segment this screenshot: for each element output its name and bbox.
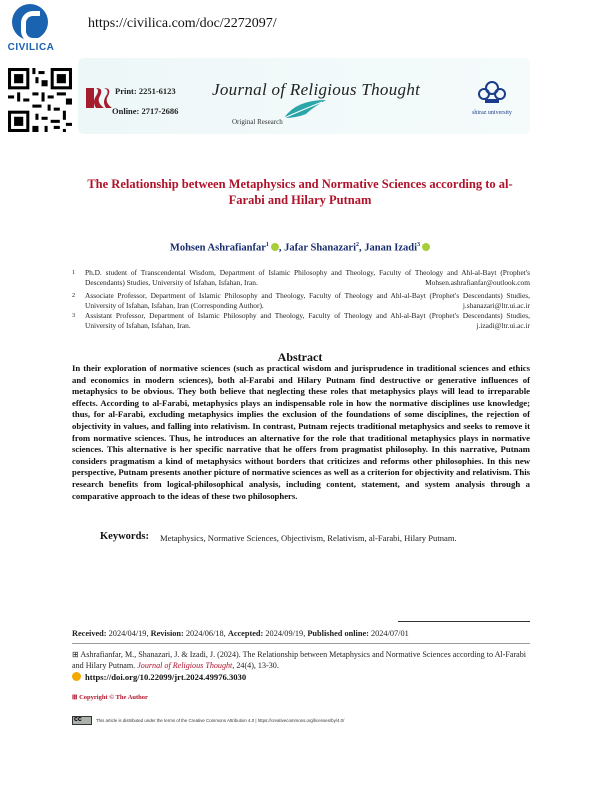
orcid-icon[interactable]: [271, 243, 279, 251]
affiliation-text: Assistant Professor, Department of Islamic Philosophy and Theology, Faculty of Theology and Ahl-al-Bayt (Prophet's Descendants) Studies, University of Isfahan, Isfahan, Iran.: [85, 311, 530, 330]
civilica-c-icon: [12, 4, 48, 40]
journal-logo-icon: [84, 84, 112, 112]
affiliation-email[interactable]: j.izadi@ltr.ui.ac.ir: [476, 321, 530, 330]
published-label: Published online:: [307, 629, 369, 638]
citation-text: ⊞ Ashrafianfar, M., Shanazari, J. & Izadi, J. (2024). The Relationship between Metaphysics and Normative Sciences according to Al-Farabi and Hilary Putnam.: [72, 650, 527, 670]
affiliation-number: 2: [72, 293, 76, 299]
citation-volume: , 24(4), 13-30.: [232, 660, 279, 670]
doi-line: [72, 672, 246, 682]
revision-date: 2024/06/18,: [185, 629, 226, 638]
qr-code-icon: [8, 68, 72, 132]
accepted-date: 2024/09/19,: [265, 629, 306, 638]
citation-journal[interactable]: Journal of Religious Thought: [137, 660, 233, 670]
orcid-icon[interactable]: [422, 243, 430, 251]
dates-line: [72, 629, 409, 638]
author-name[interactable]: Jafar Shanazari: [284, 242, 356, 254]
abstract-heading: Abstract: [277, 350, 323, 364]
creative-commons-icon[interactable]: [72, 716, 92, 725]
affiliation-text: Associate Professor, Department of Islamic Philosophy and Theology, Faculty of Theology and Ahl-al-Bayt (Prophet's Descendants) Studies, University of Isfahan, Isfahan, Iran (Corresponding Author).: [85, 291, 530, 310]
author-sup: 3: [417, 242, 421, 248]
affiliation-2: [72, 291, 530, 311]
affiliation-3: [72, 311, 530, 331]
university-name: shiraz university: [472, 110, 512, 116]
university-logo-icon: [476, 80, 508, 104]
revision-label: Revision:: [150, 629, 184, 638]
divider: [398, 621, 530, 622]
affiliation-number: 3: [72, 313, 76, 319]
leaf-icon: [282, 98, 328, 120]
paper-title: The Relationship between Metaphysics and Normative Sciences according to al-Farabi and Hilary Putnam: [87, 177, 513, 207]
author-list: Mohsen Ashrafianfar$^1$ , Jafar Shanazari$^2$, Janan Izadi$^3$: [60, 242, 540, 254]
author-sup: 1: [265, 242, 269, 248]
affiliation-email[interactable]: Mohsen.ashrafianfar@outlook.com: [425, 278, 530, 287]
license-text[interactable]: This article is distributed under the terms of the Creative Commons Attribution 4.0 | https://creativecommons.org/licenses/by/4.0/: [96, 718, 345, 723]
keywords-text: Metaphysics, Normative Sciences, Objectivism, Relativism, al-Farabi, Hilary Putnam.: [160, 533, 457, 543]
author-name[interactable]: Mohsen Ashrafianfar: [169, 242, 266, 254]
divider: [72, 643, 530, 644]
affiliation-number: 1: [72, 270, 76, 276]
abstract-text: In their exploration of normative sciences (such as practical wisdom and jurisprudence in traditional sciences and ethics and economics in modern sciences), both al-Farabi and Hilary Putnam find destructive or generative influences of metaphysics to be obvious. They both believe that neglecting these roles that metaphysics plays will lead to irreparable effects. According to al-Farabi, metaphysics plays an indispensable role in how the normative disciplines use knowledge; thus, for al-Farabi, excluding metaphysics implies the exclusion of the foundations of some disciplines, the rejection of objectivity in values, and falling into relativism. In contrast, Putnam rejects traditional metaphysics and seeks to remove it from normative sciences. Thus, he introduces an alternative for the role that traditional metaphysics plays in normative sciences. This alternative is her specific narrative that he offers from pragmatist philosophy. In this narrative, Putnam considers pragmatism a kind of metaphysics without borders that criticizes and reforms other philosophies. In this new perspective, Putnam presents another picture of normative sciences as well as a criterion for objectivity and relativism. This research benefits from logical-philosophical analysis, including content, statement, and system analysis through a comparative approach to the ideas of these two philosophers.: [72, 363, 530, 501]
journal-title: Journal of Religious Thought: [212, 80, 421, 99]
keywords-label: Keywords:: [100, 531, 149, 542]
received-date: 2024/04/19,: [108, 629, 149, 638]
document-url[interactable]: https://civilica.com/doc/2272097/: [88, 16, 277, 31]
copyright: ⊞ Copyright © The Author: [72, 694, 148, 701]
civilica-logo[interactable]: [4, 4, 58, 56]
online-issn: Online: 2717-2686: [112, 106, 179, 116]
doi-icon: [72, 672, 81, 681]
author-name[interactable]: Janan Izadi: [364, 242, 418, 254]
doi-link[interactable]: https://doi.org/10.22099/jrt.2024.49976.3030: [85, 672, 247, 682]
affiliation-email[interactable]: j.shanazari@ltr.ui.ac.ir: [462, 301, 530, 310]
civilica-text: CIVILICA: [7, 42, 55, 53]
citation: [72, 650, 530, 671]
affiliation-text: Ph.D. student of Transcendental Wisdom, Department of Islamic Philosophy and Theology, Faculty of Theology and Ahl-al-Bayt (Prophet's Descendants) Studies, University of Isfahan, Isfahan, Iran.: [85, 268, 530, 287]
received-label: Received:: [72, 629, 107, 638]
journal-subtitle: Original Research: [232, 118, 283, 126]
print-issn: Print: 2251-6123: [115, 86, 176, 96]
accepted-label: Accepted:: [227, 629, 264, 638]
author-sup: 2: [356, 242, 359, 248]
affiliation-1: [72, 268, 530, 288]
published-date: 2024/07/01: [370, 629, 409, 638]
